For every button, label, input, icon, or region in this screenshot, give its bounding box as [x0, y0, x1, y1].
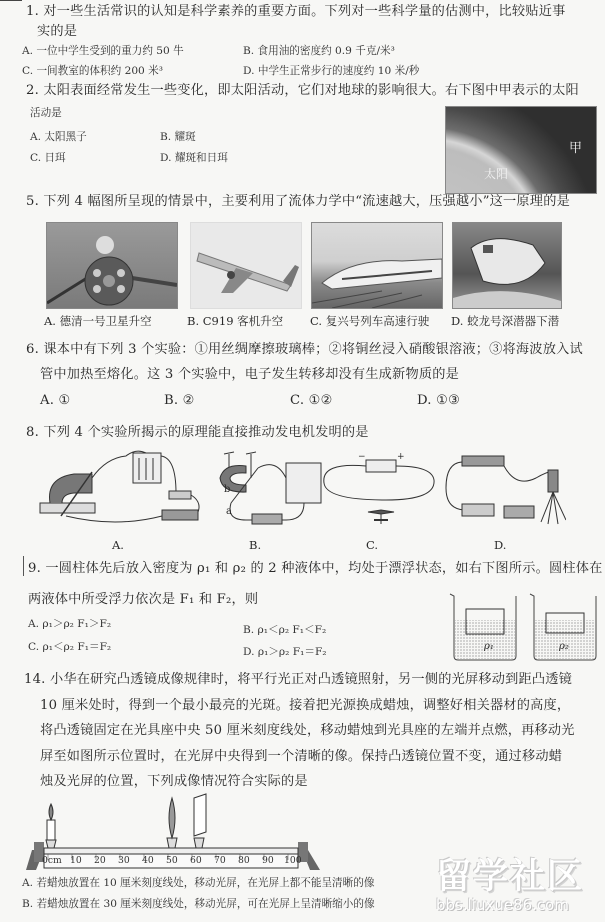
candle	[46, 804, 56, 848]
c919-photo	[190, 222, 302, 309]
battery-minus-sign: −	[358, 452, 366, 462]
beakers-figure	[448, 592, 598, 664]
q9-option-b[interactable]: B. ρ₁＜ρ₂ F₁＜F₂	[243, 624, 327, 636]
battery-plus-sign: +	[397, 452, 405, 462]
label-a-point: a	[226, 506, 232, 517]
q14-stem-line3: 将凸透镜固定在光具座中央 50 厘米刻度线处，移动蜡烛到光具座的左端并点燃，再移动光	[40, 723, 575, 738]
tick-60: 60	[190, 855, 202, 866]
tick-20: 20	[94, 855, 106, 866]
q9-option-a[interactable]: A. ρ₁＞ρ₂ F₁＞F₂	[28, 618, 112, 630]
rho2-label: ρ₂	[559, 641, 569, 652]
airplane-illustration	[191, 223, 301, 308]
tick-90: 90	[262, 855, 274, 866]
q2-stem-line1: 2. 太阳表面经常发生一些变化，即太阳活动，它们对地球的影响很大。右下图中甲表示的太阳	[26, 83, 579, 98]
site-watermark	[436, 858, 604, 914]
q8-caption-b[interactable]: B.	[249, 538, 262, 552]
q2-option-a[interactable]: A. 太阳黑子	[30, 131, 87, 143]
q1-option-d[interactable]: D. 中学生正常步行的速度约 10 米/秒	[243, 65, 420, 77]
q6-stem-line2: 管中加热至熔化。这 3 个实验中，电子发生转移却没有生成新物质的是	[40, 367, 459, 382]
jiaolong-photo	[452, 222, 562, 309]
q6-option-d[interactable]: D. ①③	[417, 393, 461, 408]
q14-stem-line4: 屏至如图所示位置时，在光屏中央得到一个清晰的像。保持凸透镜位置不变，通过移动蜡	[40, 749, 563, 764]
q9-option-c[interactable]: C. ρ₁＜ρ₂ F₁＝F₂	[28, 641, 112, 653]
diagram-c	[324, 460, 434, 524]
q9-option-d[interactable]: D. ρ₁＞ρ₂ F₁＝F₂	[243, 646, 327, 658]
q1-stem-line1: 1. 对一些生活常识的认知是科学素养的重要方面。下列对一些科学量的估测中，比较贴近事	[26, 4, 566, 19]
tick-0: 0cm	[42, 855, 62, 866]
q14-stem-line5: 烛及光屏的位置，下列成像情况符合实际的是	[40, 774, 308, 789]
q5-caption-b[interactable]: B. C919 客机升空	[187, 314, 284, 328]
tick-40: 40	[142, 855, 154, 866]
tick-70: 70	[214, 855, 226, 866]
q8-caption-a[interactable]: A.	[112, 538, 124, 552]
label-sun: 太阳	[484, 167, 509, 181]
diagram-d	[446, 456, 566, 524]
q5-stem: 5. 下列 4 幅图所呈现的情景中，主要利用了流体力学中“流速越大，压强越小”这一原理的是	[26, 194, 570, 209]
diagram-a	[40, 451, 199, 522]
page-edge-line	[0, 0, 22, 1]
train-illustration	[312, 223, 442, 308]
q5-caption-c[interactable]: C. 复兴号列车高速行驶	[310, 314, 430, 328]
light-screen	[194, 794, 206, 848]
tick-10: 10	[70, 855, 82, 866]
q9-stem-line2: 两液体中所受浮力依次是 F₁ 和 F₂，则	[28, 592, 259, 607]
q8-experiment-diagrams	[36, 448, 566, 528]
q2-option-d[interactable]: D. 耀斑和日珥	[160, 152, 228, 164]
q8-caption-d[interactable]: D.	[494, 538, 507, 552]
diagram-b	[220, 452, 321, 524]
q2-option-c[interactable]: C. 日珥	[30, 152, 66, 164]
fuxing-train-photo	[311, 222, 443, 309]
tick-100: 100	[284, 855, 302, 866]
q5-caption-a[interactable]: A. 德清一号卫星升空	[44, 314, 152, 328]
margin-mark	[23, 556, 24, 576]
q6-option-b[interactable]: B. ②	[164, 393, 195, 408]
q1-option-b[interactable]: B. 食用油的密度约 0.9 千克/米³	[243, 45, 395, 57]
q6-option-c[interactable]: C. ①②	[290, 393, 333, 408]
q2-stem-line2: 活动是	[30, 107, 62, 119]
satellite-illustration	[47, 223, 177, 308]
label-b-point: b	[224, 484, 231, 495]
q6-stem-line1: 6. 课本中有下列 3 个实验：①用丝绸摩擦玻璃棒；②将铜丝浸入硝酸银溶液；③将海波放入试	[26, 342, 583, 357]
label-jia: 甲	[568, 141, 582, 156]
beaker-1	[450, 594, 516, 660]
q1-option-c[interactable]: C. 一间教室的体积约 200 米³	[22, 65, 164, 77]
watermark-title: 留学社区	[436, 857, 585, 897]
convex-lens	[167, 798, 177, 848]
watermark-url: bbs.liuxue86.com	[436, 896, 569, 914]
ruler-labels	[42, 855, 302, 867]
q14-option-a[interactable]: A. 若蜡烛放置在 10 厘米刻度线处，移动光屏，在光屏上都不能呈清晰的像	[22, 877, 375, 889]
satellite-photo	[46, 222, 178, 309]
q8-stem: 8. 下列 4 个实验所揭示的原理能直接推动发电机发明的是	[26, 425, 369, 440]
sun-activity-photo	[445, 106, 597, 194]
q5-caption-d[interactable]: D. 蛟龙号深潜器下潜	[451, 314, 560, 328]
tick-50: 50	[166, 855, 178, 866]
rho1-label: ρ₁	[484, 641, 494, 652]
submersible-illustration	[453, 223, 561, 308]
tick-30: 30	[118, 855, 130, 866]
q8-caption-c[interactable]: C.	[366, 538, 379, 552]
q14-stem-line2: 10 厘米处时，得到一个最小最亮的光斑。接着把光源换成蜡烛，调整好相关器材的高度，	[40, 698, 571, 713]
q2-option-b[interactable]: B. 耀斑	[160, 131, 196, 143]
q9-stem-line1: 9. 一圆柱体先后放入密度为 ρ₁ 和 ρ₂ 的 2 种液体中，均处于漂浮状态，如右下图所示。圆柱体在	[28, 561, 603, 576]
q6-option-a[interactable]: A. ①	[40, 393, 71, 408]
q14-option-b[interactable]: B. 若蜡烛放置在 30 厘米刻度线处，移动光屏，可在光屏上呈清晰缩小的像	[22, 898, 375, 910]
tick-80: 80	[238, 855, 250, 866]
q14-stem-line1: 14. 小华在研究凸透镜成像规律时，将平行光正对凸透镜照射，另一侧的光屏移动到距凸透镜	[24, 672, 573, 687]
q1-option-a[interactable]: A. 一位中学生受到的重力约 50 牛	[22, 45, 184, 57]
q1-stem-line2: 实的是	[37, 24, 78, 39]
